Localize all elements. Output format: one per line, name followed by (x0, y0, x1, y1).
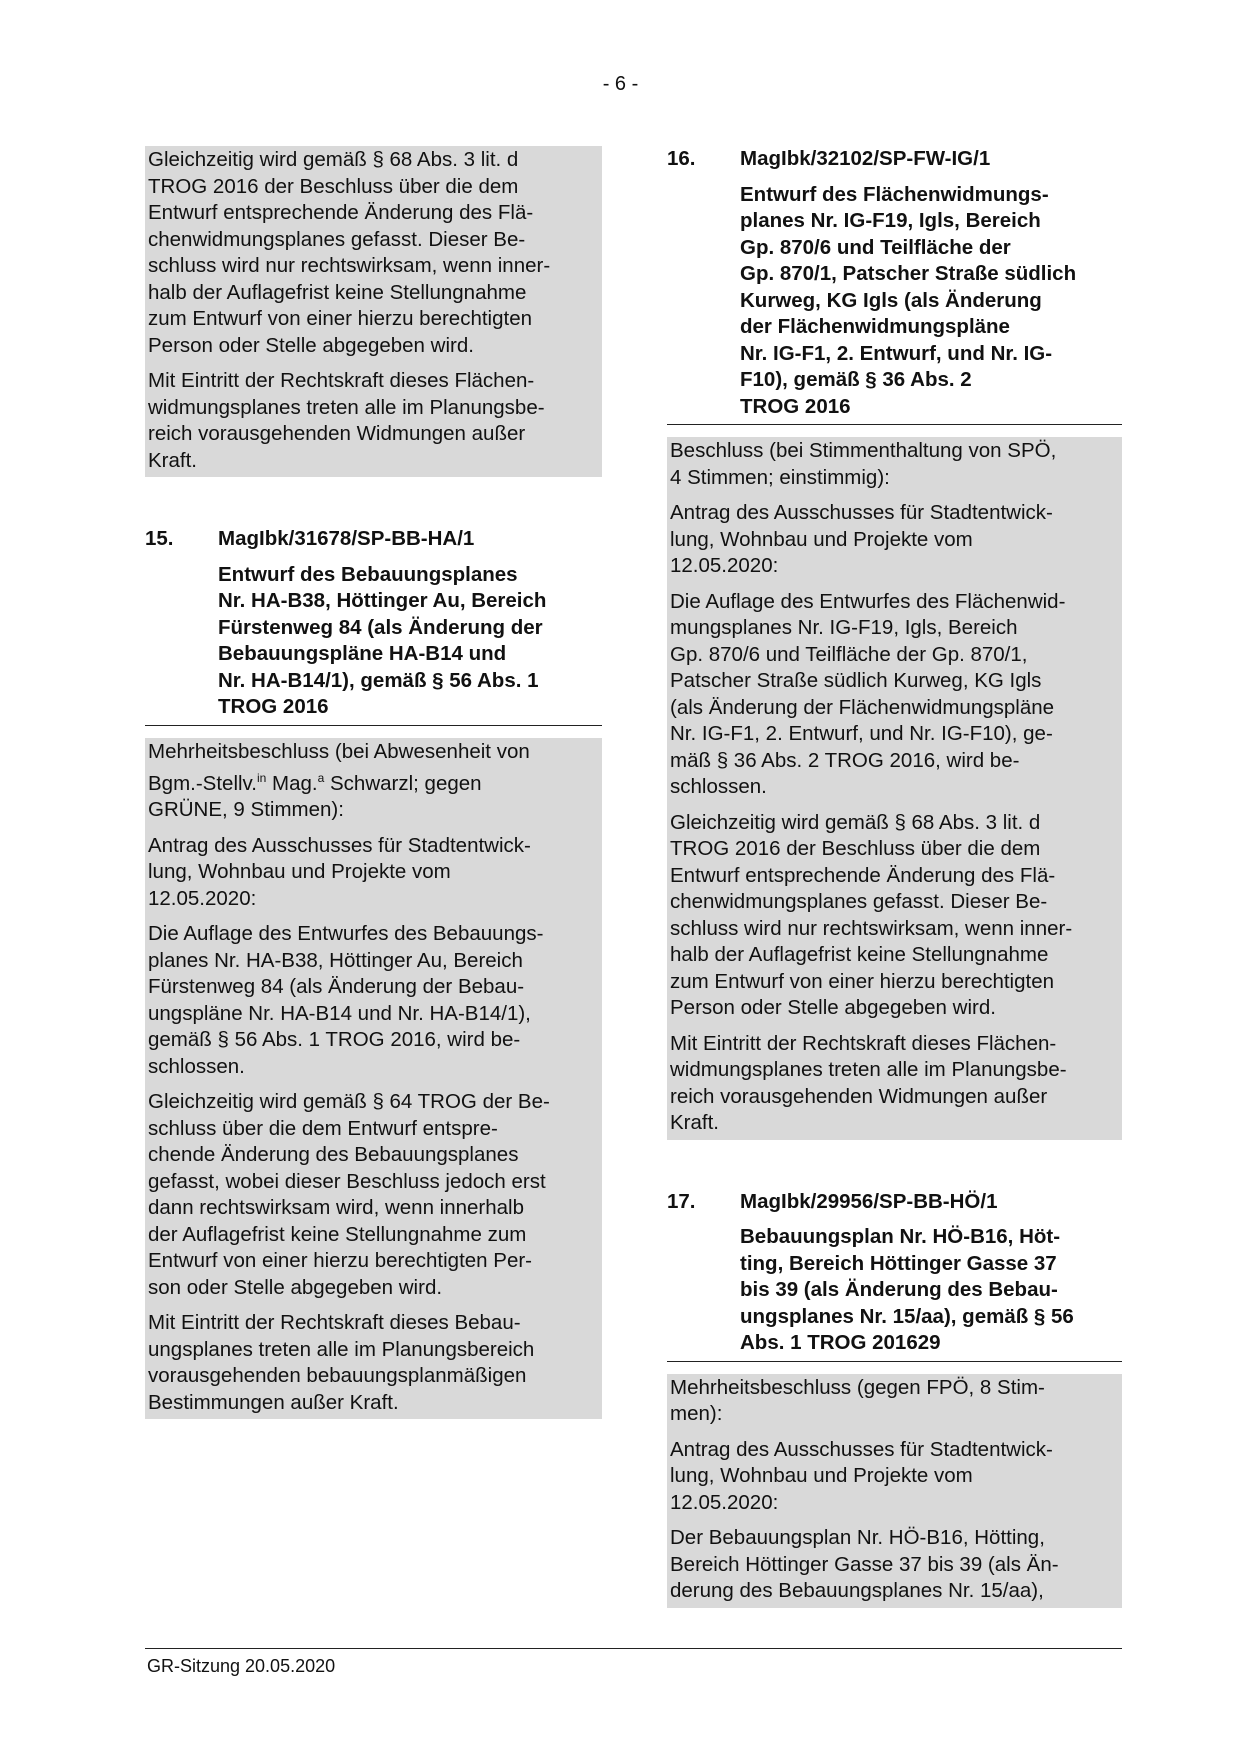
left-column (145, 146, 602, 1419)
paragraph: Der Bebauungsplan Nr. HÖ-B16, Hötting, Bereich Höttinger Gasse 37 bis 39 (als Än- derung des Bebauungsplanes Nr. 15/aa), (670, 1526, 1059, 1602)
paragraph: Antrag des Ausschusses für Stadtentwick- lung, Wohnbau und Projekte vom 12.05.2020: (670, 501, 1053, 577)
paragraph: Gleichzeitig wird gemäß § 68 Abs. 3 lit. d TROG 2016 der Beschluss über die dem Entwurf entsprechende Änderung des Flä- chenwidmungsplanes gefasst. Dieser Be- schluss wird nur rechtswirksam, wenn inner- halb der Auflagefrist keine Stellungnahme zum Entwurf von einer hierzu berechtigten Person oder Stelle abgegeben wird. (148, 148, 551, 357)
paragraph: Mit Eintritt der Rechtskraft dieses Flächen- widmungsplanes treten alle im Planungsbe- reich vorausgehenden Widmungen außer Kraft. (670, 1031, 1067, 1134)
paragraph: Antrag des Ausschusses für Stadtentwick- lung, Wohnbau und Projekte vom 12.05.2020: (670, 1437, 1053, 1514)
page-number: - 6 - (602, 73, 639, 95)
footer-rule (145, 1648, 1122, 1649)
paragraph: Beschluss (bei Stimmenthaltung von SPÖ, 4 Stimmen; einstimmig): (670, 439, 1057, 489)
item-16-shaded-block (667, 437, 1122, 1140)
paragraph: Mit Eintritt der Rechtskraft dieses Bebau- ungsplanes treten alle im Planungsbereich vorausgehenden bebauungsplanmäßigen Bestimmungen außer Kraft. (148, 1311, 535, 1414)
item-number: 16. (667, 147, 696, 170)
agenda-item-15 (145, 526, 602, 1419)
item-code: MagIbk/31678/SP-BB-HA/1 (218, 527, 475, 550)
paragraph: Mit Eintritt der Rechtskraft dieses Flächen- widmungsplanes treten alle im Planungsbe- reich vorausgehenden Widmungen außer Kraft. (148, 369, 545, 472)
paragraph: Gleichzeitig wird gemäß § 64 TROG der Be- schluss über die dem Entwurf entspre- chende Änderung des Bebauungsplanes gefasst, wobei dieser Beschluss jedoch erst dann rechtswirksam wird, wenn innerhalb der Auflagefrist keine Stellungnahme zum Entwurf von einer hierzu berechtigten Per- son oder Stelle abgegeben wird. (148, 1090, 550, 1299)
heading-rule (145, 725, 602, 726)
intro-shaded-block (145, 146, 602, 477)
item-code: MagIbk/29956/SP-BB-HÖ/1 (740, 1189, 998, 1213)
agenda-item-16 (667, 146, 1122, 1140)
item-title: Bebauungsplan Nr. HÖ-B16, Höt- ting, Bereich Höttinger Gasse 37 bis 39 (als Änderung des Bebau- ungsplanes Nr. 15/aa), gemäß § 56 Abs. 1 TROG 201629 (740, 1225, 1074, 1354)
item-title: Entwurf des Bebauungsplanes Nr. HA-B38, Höttinger Au, Bereich Fürstenweg 84 (als Änderung der Bebauungspläne HA-B14 und Nr. HA-B14/1), gemäß § 56 Abs. 1 TROG 2016 (218, 562, 547, 718)
paragraph: Antrag des Ausschusses für Stadtentwick- lung, Wohnbau und Projekte vom 12.05.2020: (148, 833, 531, 910)
heading-rule (667, 1361, 1122, 1362)
agenda-item-17 (667, 1189, 1122, 1608)
item-number: 17. (667, 1189, 696, 1213)
item-number: 15. (145, 527, 174, 550)
item-15-shaded-block (145, 738, 602, 1420)
paragraph: Mehrheitsbeschluss (gegen FPÖ, 8 Stim- men): (670, 1375, 1045, 1425)
resolution-text: Mehrheitsbeschluss (bei Abwesenheit von Bgm.-Stellv.$^{in}$ Mag.$^a$ Schwarzl; gegen GRÜNE, 9 Stimmen): (148, 739, 530, 822)
right-column (667, 146, 1122, 1608)
item-heading (145, 526, 602, 553)
item-code: MagIbk/32102/SP-FW-IG/1 (740, 147, 991, 170)
paragraph: Die Auflage des Entwurfes des Flächenwid- mungsplanes Nr. IG-F19, Igls, Bereich Gp. 870/6 und Teilfläche der Gp. 870/1, Patscher Straße südlich Kurweg, KG Igls (als Änderung der Flächenwidmungspläne Nr. IG-F1, 2. Entwurf, und Nr. IG-F10), ge- mäß § 36 Abs. 2 TROG 2016, wird be- schlossen. (670, 589, 1066, 798)
item-17-shaded-block (667, 1374, 1122, 1608)
paragraph: Gleichzeitig wird gemäß § 68 Abs. 3 lit. d TROG 2016 der Beschluss über die dem Entwurf entsprechende Änderung des Flä- chenwidmungsplanes gefasst. Dieser Be- schluss wird nur rechtswirksam, wenn inner- halb der Auflagefrist keine Stellungnahme zum Entwurf von einer hierzu berechtigten Person oder Stelle abgegeben wird. (670, 810, 1073, 1019)
paragraph: Die Auflage des Entwurfes des Bebauungs- planes Nr. HA-B38, Höttinger Au, Bereich Fürstenweg 84 (als Änderung der Bebau- ungspläne Nr. HA-B14 und Nr. HA-B14/1), gemäß § 56 Abs. 1 TROG 2016, wird be- schlossen. (148, 922, 544, 1078)
footer-session-date: GR-Sitzung 20.05.2020 (147, 1656, 336, 1676)
item-heading (667, 1189, 1122, 1216)
item-heading (667, 146, 1122, 173)
item-title: Entwurf des Flächenwidmungs- planes Nr. IG-F19, Igls, Bereich Gp. 870/6 und Teilfläche der Gp. 870/1, Patscher Straße südlich Kurweg, KG Igls (als Änderung der Flächenwidmungspläne Nr. IG-F1, 2. Entwurf, und Nr. IG- F10), gemäß § 36 Abs. 2 TROG 2016 (740, 182, 1077, 418)
heading-rule (667, 424, 1122, 425)
